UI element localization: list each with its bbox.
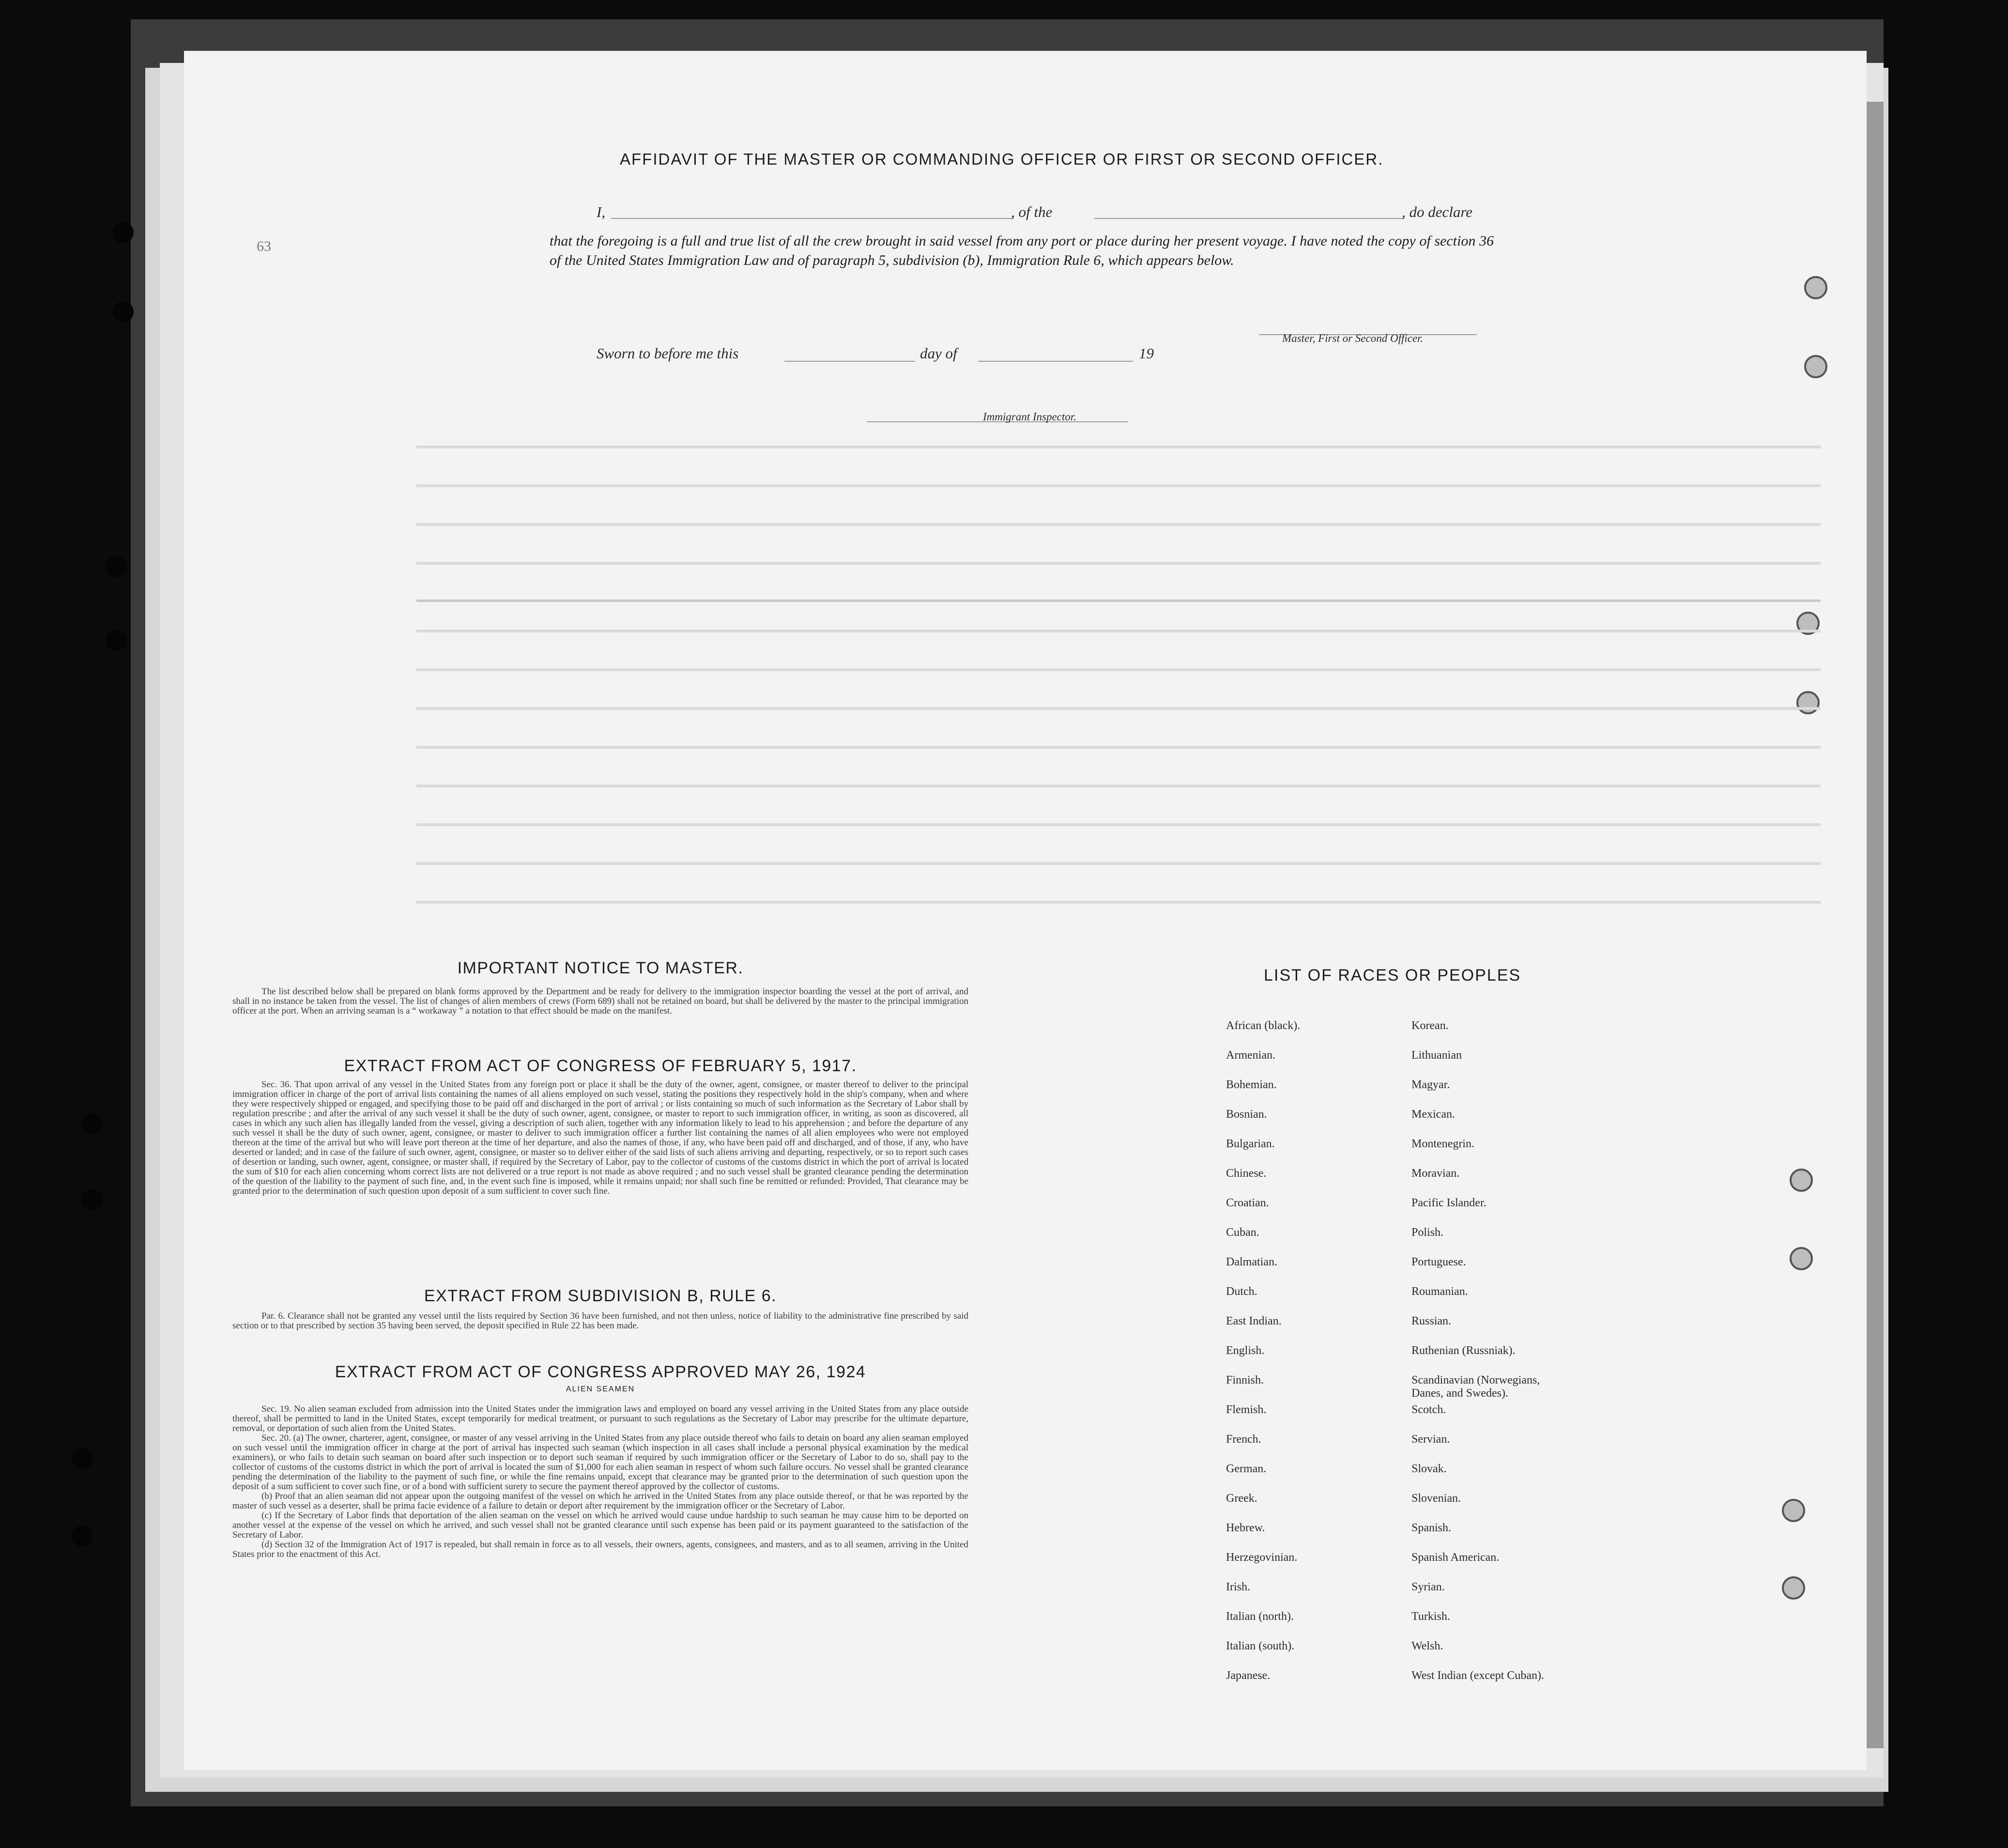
page-punch-hole <box>1790 1169 1813 1192</box>
race-item-left: German. <box>1226 1463 1267 1475</box>
race-item-right: Servian. <box>1411 1433 1450 1446</box>
race-item-left: Japanese. <box>1226 1669 1271 1682</box>
page-punch-hole <box>1796 691 1820 714</box>
page-punch-hole <box>1790 1247 1813 1270</box>
of-the-label: , of the <box>1011 203 1053 220</box>
binder-hole <box>81 1113 103 1134</box>
race-item-left: East Indian. <box>1226 1315 1282 1327</box>
race-item-left: Bohemian. <box>1226 1078 1277 1091</box>
race-item-left: Flemish. <box>1226 1403 1267 1416</box>
affiant-name-line[interactable] <box>611 218 1013 219</box>
section-19-paragraph: Sec. 19. No alien seaman excluded from admission into the United States under the immigration laws and employed on board any vessel arriving in the United States from any place outside thereof, shall be permitted to land in the United States, except temporarily for medical treatment, or pursuant to such regulations as the Secretary of Labor may prescribe for the ultimate departure, removal, or deportation of such alien from the United States. <box>232 1404 968 1433</box>
race-item-right: Montenegrin. <box>1411 1138 1474 1150</box>
race-item-right: Syrian. <box>1411 1581 1445 1593</box>
section-20b-paragraph: (b) Proof that an alien seaman did not appear upon the outgoing manifest of the vessel on which he arrived in the United States from any place outside thereof, or that he was reported by the master of such vessel as a deserter, shall be prima facie evidence of a failure to detain or deport after requirement by the immigration officer or the Secretary of Labor. <box>232 1491 968 1511</box>
race-item-right: Pacific Islander. <box>1411 1197 1487 1209</box>
extract-1917-text <box>232 1080 968 1196</box>
bleed-through-row <box>416 523 1821 526</box>
race-item-right: West Indian (except Cuban). <box>1411 1669 1544 1682</box>
race-item-right: Roumanian. <box>1411 1285 1468 1298</box>
bleed-through-row <box>416 862 1821 865</box>
extract-rule6-heading: EXTRACT FROM SUBDIVISION B, RULE 6. <box>424 1287 777 1305</box>
extract-1924-text <box>232 1404 968 1559</box>
race-item-left: African (black). <box>1226 1019 1301 1032</box>
race-item-left: Greek. <box>1226 1492 1257 1505</box>
race-item-left: Armenian. <box>1226 1049 1275 1062</box>
race-item-left: Croatian. <box>1226 1197 1269 1209</box>
extract-1917-heading: EXTRACT FROM ACT OF CONGRESS OF FEBRUARY 5, 1917. <box>344 1057 857 1075</box>
race-item-right: Korean. <box>1411 1019 1449 1032</box>
page-punch-hole <box>1782 1576 1805 1600</box>
race-item-left: Finnish. <box>1226 1374 1264 1386</box>
declaration-text: that the foregoing is a full and true list of all the crew brought in said vessel from any port or place during her present voyage. I have noted the copy of section 36 of the United States Immigration Law and of paragraph 5, subdivision (b), Immigration Rule 6, which appears below. <box>550 233 1494 268</box>
race-item-right: Slovenian. <box>1411 1492 1461 1505</box>
race-item-left: Herzegovinian. <box>1226 1551 1298 1564</box>
affidavit-title: AFFIDAVIT OF THE MASTER OR COMMANDING OFFICER OR FIRST OR SECOND OFFICER. <box>620 150 1384 168</box>
race-item-right: Lithuanian <box>1411 1049 1462 1062</box>
extract-rule6-paragraph: Par. 6. Clearance shall not be granted any vessel until the lists required by Section 36 have been furnished, and not then unless, notice of liability to the administrative fine prescribed by said section or to that prescribed by section 35 having been served, the deposit specified in Rule 22 has been made. <box>232 1311 968 1331</box>
extract-rule6-text <box>232 1311 968 1331</box>
notice-heading: IMPORTANT NOTICE TO MASTER. <box>457 959 744 977</box>
race-item-left: Bulgarian. <box>1226 1138 1275 1150</box>
notice-paragraph: The list described below shall be prepared on blank forms approved by the Department and be ready for delivery to the immigration inspector boarding the vessel at the port of arrival, and shall in no instance be taken from the vessel. The list of changes of alien members of crews (Form 689) shall not be retained on board, but shall be delivered by the master to the principal immigration officer at the port. When an arriving seaman is a “ workaway ” a notation to that effect should be made on the manifest. <box>232 986 968 1016</box>
race-item-right: Portuguese. <box>1411 1256 1466 1268</box>
bleed-through-row <box>416 600 1821 602</box>
race-item-left: Chinese. <box>1226 1167 1267 1180</box>
binder-hole <box>112 301 134 323</box>
race-item-left: Italian (south). <box>1226 1640 1295 1652</box>
binder-hole <box>72 1448 93 1469</box>
race-item-left: Cuban. <box>1226 1226 1259 1239</box>
bleed-through-row <box>416 823 1821 826</box>
bleed-through-row <box>416 630 1821 632</box>
races-heading: LIST OF RACES OR PEOPLES <box>1264 966 1521 985</box>
page-punch-hole <box>1782 1499 1805 1522</box>
page-punch-hole <box>1804 355 1827 378</box>
race-item-right: Polish. <box>1411 1226 1444 1239</box>
affiant-label: I, <box>597 203 606 220</box>
alien-seamen-subheading: ALIEN SEAMEN <box>566 1385 635 1393</box>
sworn-month-line[interactable] <box>978 361 1133 362</box>
sworn-label: Sworn to before me this <box>597 345 739 362</box>
race-item-left: Dutch. <box>1226 1285 1257 1298</box>
race-item-right: Mexican. <box>1411 1108 1455 1121</box>
race-item-right: Russian. <box>1411 1315 1452 1327</box>
master-label: Master, First or Second Officer. <box>1282 332 1424 344</box>
bleed-through-row <box>416 484 1821 487</box>
race-item-left: Bosnian. <box>1226 1108 1267 1121</box>
race-item-left: English. <box>1226 1344 1265 1357</box>
race-item-left: Irish. <box>1226 1581 1250 1593</box>
bleed-through-row <box>416 668 1821 671</box>
race-item-left: Dalmatian. <box>1226 1256 1277 1268</box>
race-item-right: Spanish. <box>1411 1522 1452 1534</box>
day-of-label: day of <box>920 345 957 362</box>
race-item-right: Turkish. <box>1411 1610 1450 1623</box>
race-item-left: Hebrew. <box>1226 1522 1265 1534</box>
inspector-label: Immigrant Inspector. <box>983 411 1076 423</box>
bleed-through-row <box>416 901 1821 904</box>
section-20c-paragraph: (c) If the Secretary of Labor finds that deportation of the alien seaman on the vessel on which he arrived would cause undue hardship to such seaman he may cause him to be deported on another vessel at the expense of the vessel on which he arrived, and such vessel shall not be granted clearance until such expense has been paid or its payment guaranteed to the satisfaction of the Secretary of Labor. <box>232 1510 968 1540</box>
bleed-through-row <box>416 446 1821 448</box>
vessel-name-line[interactable] <box>1094 218 1404 219</box>
binder-hole <box>106 630 127 651</box>
binder-hole <box>112 222 134 243</box>
section-20a-paragraph: Sec. 20. (a) The owner, charterer, agent, consignee, or master of any vessel arriving in the United States from any place outside thereof who fails to detain on board any alien seaman employed on such vessel until the immigration officer in charge at the port of arrival has inspected such seaman (which inspection in all cases shall include a personal physical examination by the medical examiners), or who fails to detain such seaman on board after such inspection or to deport such seaman if required by such immigration officer or the Secretary of Labor to do so, shall pay to the collector of customs of the customs district in which the port of arrival is located the sum of $1,000 for each alien seaman in respect of whom such failure occurs. No vessel shall be granted clearance pending the determination of the liability to the payment of such fine, or while the fine remains unpaid, except that clearance may be granted prior to the determination of such question upon the deposit of a sum sufficient to cover such fine, or of a bond with sufficient surety to secure the payment thereof approved by the collector of customs. <box>232 1433 968 1492</box>
section-20d-paragraph: (d) Section 32 of the Immigration Act of 1917 is repealed, but shall remain in force as to all vessels, their owners, agents, consignees, and masters, and as to all seamen, arriving in the United States prior to the enactment of this Act. <box>232 1540 968 1559</box>
bleed-through-row <box>416 746 1821 749</box>
bleed-through-row <box>416 785 1821 787</box>
extract-1924-heading: EXTRACT FROM ACT OF CONGRESS APPROVED MAY 26, 1924 <box>335 1363 866 1381</box>
race-item-left: Italian (north). <box>1226 1610 1294 1623</box>
binder-hole <box>72 1525 93 1547</box>
race-item-right: Scandinavian (Norwegians, Danes, and Swedes). <box>1411 1374 1540 1400</box>
sworn-day-line[interactable] <box>784 361 915 362</box>
race-item-right: Ruthenian (Russniak). <box>1411 1344 1516 1357</box>
year-label: 19 <box>1139 345 1154 362</box>
race-item-right: Welsh. <box>1411 1640 1443 1652</box>
notice-text <box>232 987 968 1016</box>
bleed-through-row <box>416 562 1821 565</box>
binder-hole <box>81 1189 103 1210</box>
binder-hole <box>106 556 127 577</box>
race-item-right: Magyar. <box>1411 1078 1450 1091</box>
do-declare-label: , do declare <box>1402 203 1473 220</box>
page-edge-strip <box>1864 102 1884 1748</box>
extract-1917-paragraph: Sec. 36. That upon arrival of any vessel in the United States from any foreign port or place it shall be the duty of the owner, agent, consignee, or master thereof to deliver to the principal immigration officer in charge of the port of arrival lists containing the names of all aliens employed on such vessel, stating the positions they respectively hold in the ship's company, when and where they were respectively shipped or engaged, and specifying those to be paid off and discharged in the port of arrival ; or lists containing so much of such information as the Secretary of Labor shall by regulation prescribe ; and after the arrival of any such vessel it shall be the duty of such owner, agent, consignee, or master to report to such immigration officer, in writing, as soon as discovered, all cases in which any such alien has illegally landed from the vessel, giving a description of such alien, together with any information likely to lead to his apprehension ; and before the departure of any such vessel it shall be the duty of such owner, agent, consignee, or master to deliver to such immigration officer a further list containing the names of all alien employees who were not employed thereon at the time of the arrival but who will leave port thereon at the time of her departure, and also the names of those, if any, who have been paid off and discharged, and of those, if any, who have deserted or landed; and in case of the failure of such owner, agent, consignee, or master so to deliver either of the said lists of such aliens arriving and departing, respectively, or so to report such cases of desertion or landing, such owner, agent, consignee, or master shall, if required by the Secretary of Labor, pay to the collector of customs of the customs district in which the port of arrival is located the sum of $10 for each alien concerning whom correct lists are not delivered or a true report is not made as above required ; and no such vessel shall be granted clearance pending the determination of the question of the liability to the payment of such fine, and, in the event such fine is imposed, while it remains unpaid; nor shall such fine be remitted or refunded: Provided, That clearance may be granted prior to the determination of such question upon deposit of a sum sufficient to cover such fine. <box>232 1079 968 1196</box>
race-item-right: Moravian. <box>1411 1167 1460 1180</box>
race-item-right: Slovak. <box>1411 1463 1447 1475</box>
race-item-right: Spanish American. <box>1411 1551 1500 1564</box>
race-item-right: Scotch. <box>1411 1403 1446 1416</box>
margin-mark: 63 <box>257 238 271 254</box>
race-item-left: French. <box>1226 1433 1261 1446</box>
page-punch-hole <box>1804 276 1827 299</box>
bleed-through-row <box>416 707 1821 710</box>
